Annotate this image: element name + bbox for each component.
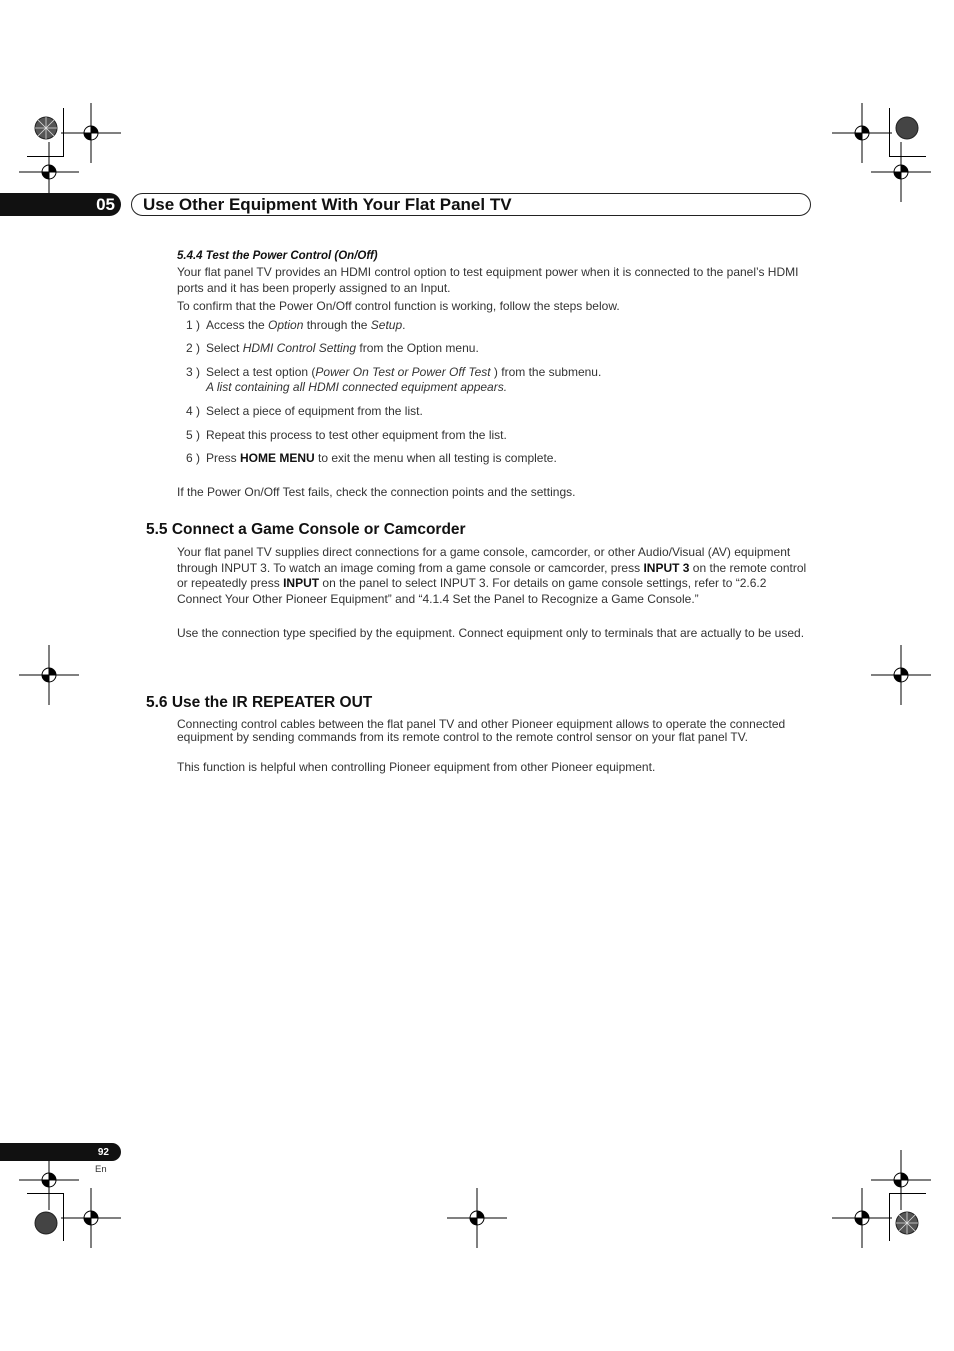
paragraph: Your flat panel TV provides an HDMI control option to test equipment power when it is connected to the panel’s HDMI ports and it has been properly assigned to an Input.	[177, 265, 799, 295]
step-item: 2 ) Select HDMI Control Setting from the Option menu.	[186, 341, 479, 355]
chapter-number: 05	[96, 194, 115, 214]
section-heading: 5.5 Connect a Game Console or Camcorder	[146, 521, 466, 538]
crosshair-icon	[871, 645, 931, 705]
crosshair-icon	[447, 1188, 507, 1248]
crop-mark	[889, 1193, 926, 1194]
paragraph: This function is helpful when controlling Pioneer equipment from other Pioneer equipment.	[177, 760, 656, 774]
step-item: 5 ) Repeat this process to test other equipment from the list.	[186, 428, 507, 442]
language-label: En	[95, 1164, 107, 1175]
paragraph: To confirm that the Power On/Off control function is working, follow the steps below.	[177, 299, 620, 313]
paragraph: If the Power On/Off Test fails, check the connection points and the settings.	[177, 485, 576, 499]
page-number: 92	[97, 1146, 109, 1158]
crop-mark	[889, 1193, 890, 1241]
paragraph: Connecting control cables between the flat panel TV and other Pioneer equipment allows to operate the connected equipment by sending commands from its remote control to the remote control sensor on your flat panel TV.	[177, 717, 786, 745]
crosshair-icon	[19, 645, 79, 705]
step-item: 1 ) Access the Option through the Setup.	[186, 318, 406, 332]
crosshair-icon	[871, 142, 931, 202]
crop-mark	[63, 108, 64, 156]
step-item: 4 ) Select a piece of equipment from the list.	[186, 404, 423, 418]
section-heading: 5.6 Use the IR REPEATER OUT	[146, 694, 373, 711]
registration-mark-icon	[877, 1193, 937, 1253]
page-number-tab	[0, 1143, 121, 1161]
crop-mark	[889, 108, 890, 156]
crop-mark	[27, 156, 64, 157]
crop-mark	[63, 1193, 64, 1241]
paragraph: Use the connection type specified by the equipment. Connect equipment only to terminals that are actually to be used.	[177, 626, 805, 640]
subsection-heading: 5.4.4 Test the Power Control (On/Off)	[177, 250, 378, 262]
paragraph: Your flat panel TV supplies direct connections for a game console, camcorder, or other Audio/Visual (AV) equipment through INPUT 3. To watch an image coming from a game console or camcorder, press INPUT 3 on the remote control or repeatedly press INPUT on the panel to select INPUT 3. For details on game console settings, refer to “2.6.2 Connect Your Other Pioneer Equipment” and “4.1.4 Set the Panel to Recognize a Game Console.”	[177, 545, 807, 607]
step-item: 6 ) Press HOME MENU to exit the menu when all testing is complete.	[186, 451, 557, 465]
chapter-number-tab	[0, 193, 121, 216]
chapter-title: Use Other Equipment With Your Flat Panel TV	[143, 195, 512, 214]
crosshair-icon	[61, 1188, 121, 1248]
crop-mark	[889, 156, 926, 157]
crop-mark	[27, 1193, 64, 1194]
step-item: 3 ) Select a test option (Power On Test or Power Off Test ) from the submenu.	[186, 365, 602, 379]
step-note: A list containing all HDMI connected equipment appears.	[206, 380, 508, 394]
